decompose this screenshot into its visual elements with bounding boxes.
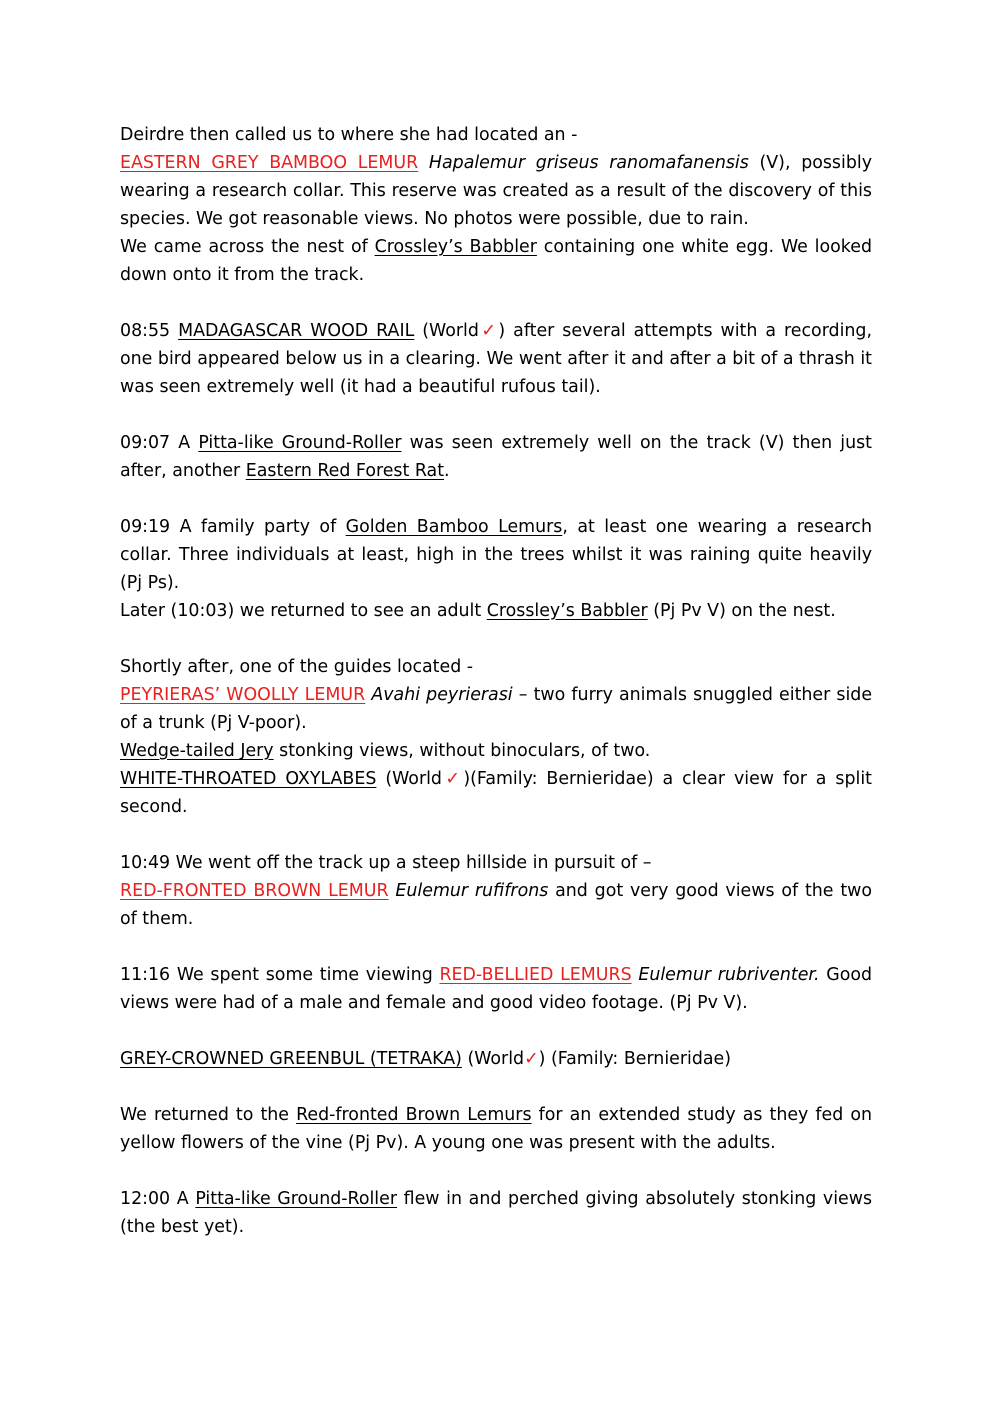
species-eastern-grey-bamboo-lemur: EASTERN GREY BAMBOO LEMUR: [120, 153, 419, 173]
paragraph-woolly-lemur: [120, 653, 872, 821]
latin-name: Eulemur rufifrons: [395, 881, 549, 901]
paragraph-wood-rail: [120, 317, 872, 401]
bird-crossleys-babbler: Crossley’s Babbler: [374, 237, 537, 257]
body-text: )(Family: Bernieridae) a clear view for a split second.: [120, 769, 872, 817]
paragraph-ground-roller: [120, 429, 872, 485]
timestamp: 08:55: [120, 321, 171, 341]
bird-pitta-like-ground-roller: Pitta-like Ground-Roller: [195, 1189, 397, 1209]
body-text: We came across the nest of: [120, 237, 368, 257]
body-text: ) (Family: Bernieridae): [538, 1049, 732, 1069]
check-mark-icon: ✓: [524, 1049, 539, 1069]
body-text: flew in and perched giving absolutely stonking views (the best yet).: [120, 1189, 873, 1237]
body-text: Later (10:03) we returned to see an adult: [120, 601, 482, 621]
intro-text: Shortly after, one of the guides located -: [120, 657, 474, 677]
body-text: containing one white egg. We looked down onto it from the track.: [120, 237, 872, 285]
world-label: (World: [467, 1049, 525, 1069]
body-text: – two furry animals snuggled either side of a trunk (Pj V-poor).: [120, 685, 873, 733]
world-label: (World: [422, 321, 479, 341]
body-text: ) after several attempts with a recording, one bird appeared below us in a clearing. We went after it and after a bit of a thrash it was seen extremely well (it had a beautiful rufous tail).: [120, 321, 873, 397]
body-text: was seen extremely well on the track (V) then just after, another: [120, 433, 872, 481]
lemur-golden-bamboo: Golden Bamboo Lemurs: [345, 517, 563, 537]
body-text: 09:19 A family party of: [120, 517, 337, 537]
species-peyrieras-woolly-lemur: PEYRIERAS’ WOOLLY LEMUR: [120, 685, 366, 705]
body-text: and got very good views of the two of them.: [120, 881, 872, 929]
check-mark-icon: ✓: [478, 321, 499, 341]
species-red-bellied-lemurs: RED-BELLIED LEMURS: [439, 965, 632, 985]
paragraph-red-bellied-lemurs: [120, 961, 872, 1017]
body-text: for an extended study as they fed on yellow flowers of the vine (Pj Pv). A young one was present with the adults.: [120, 1105, 873, 1153]
paragraph-bamboo-lemur: [120, 121, 872, 289]
paragraph-red-fronted-lemur: [120, 849, 872, 933]
bird-white-throated-oxylabes: WHITE-THROATED OXYLABES: [120, 769, 377, 789]
check-mark-icon: ✓: [441, 769, 464, 789]
latin-name: Hapalemur griseus ranomafanensis: [428, 153, 749, 173]
bird-pitta-like-ground-roller: Pitta-like Ground-Roller: [198, 433, 402, 453]
intro-text: Deirdre then called us to where she had located an -: [120, 125, 578, 145]
lemur-red-fronted-brown: Red-fronted Brown Lemurs: [296, 1105, 532, 1125]
bird-wedge-tailed-jery: Wedge-tailed Jery: [120, 741, 274, 761]
body-text: (V), possibly wearing a research collar. This reserve was created as a result of the discovery of this species. We got reasonable views. No photos were possible, due to rain.: [120, 153, 872, 229]
mammal-eastern-red-forest-rat: Eastern Red Forest Rat: [245, 461, 445, 481]
body-text: (Pj Pv V) on the nest.: [653, 601, 836, 621]
body-text: stonking views, without binoculars, of two.: [279, 741, 651, 761]
paragraph-golden-bamboo-lemurs: [120, 513, 872, 625]
bird-grey-crowned-greenbul: GREY-CROWNED GREENBUL (TETRAKA): [120, 1049, 462, 1069]
body-text: 12:00 A: [120, 1189, 189, 1209]
intro-text: 10:49 We went off the track up a steep hillside in pursuit of –: [120, 853, 652, 873]
bird-madagascar-wood-rail: MADAGASCAR WOOD RAIL: [178, 321, 415, 341]
paragraph-ground-roller-noon: [120, 1185, 872, 1241]
latin-name: Avahi peyrierasi: [371, 685, 513, 705]
species-red-fronted-brown-lemur: RED-FRONTED BROWN LEMUR: [120, 881, 389, 901]
body-text: , at least one wearing a research collar. Three individuals at least, high in the trees whilst it was raining quite heavily (Pj Ps).: [120, 517, 872, 593]
body-text: We returned to the: [120, 1105, 290, 1125]
document-page: [120, 121, 872, 1269]
body-text: .: [444, 461, 450, 481]
body-text: 11:16 We spent some time viewing: [120, 965, 433, 985]
body-text: Good views were had of a male and female and good video footage. (Pj Pv V).: [120, 965, 873, 1013]
body-text: 09:07 A: [120, 433, 191, 453]
paragraph-red-fronted-return: [120, 1101, 872, 1157]
paragraph-greenbul: [120, 1045, 872, 1073]
bird-crossleys-babbler: Crossley’s Babbler: [486, 601, 648, 621]
world-label: (World: [385, 769, 442, 789]
latin-name: Eulemur rubriventer.: [638, 965, 820, 985]
